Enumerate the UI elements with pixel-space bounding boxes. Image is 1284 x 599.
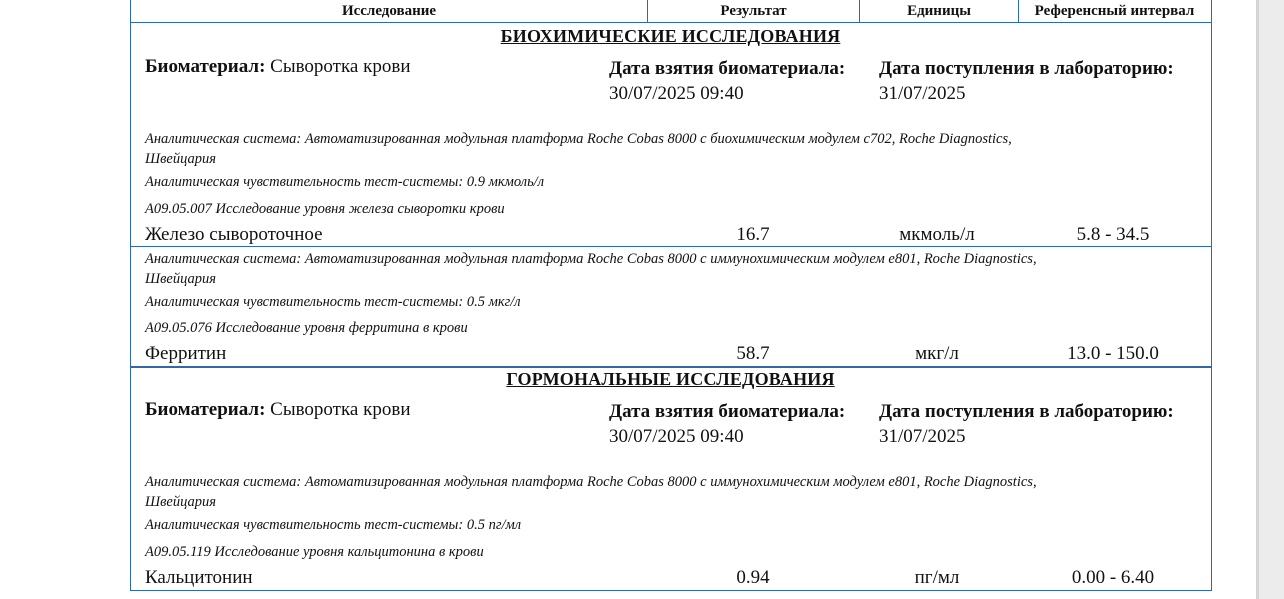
- sensitivity-text: Аналитическая чувствительность тест-системы: 0.9 мкмоль/л: [145, 174, 545, 190]
- test-result: 58.7: [736, 343, 770, 364]
- section-title-hormonal: ГОРМОНАЛЬНЫЕ ИССЛЕДОВАНИЯ: [506, 369, 835, 389]
- sensitivity-text: Аналитическая чувствительность тест-системы: 0.5 пг/мл: [145, 517, 522, 533]
- test-reference: 5.8 - 34.5: [1076, 224, 1150, 245]
- analytical-system-text-cont: Швейцария: [145, 494, 217, 510]
- test-units: мкг/л: [915, 343, 959, 364]
- section-divider: [130, 366, 1211, 368]
- sensitivity-text: Аналитическая чувствительность тест-системы: 0.5 мкг/л: [145, 294, 521, 310]
- received-date-label: Дата поступления в лабораторию:: [879, 401, 1174, 422]
- header-units: Единицы: [907, 3, 971, 19]
- collection-date-value: 30/07/2025 09:40: [609, 426, 744, 447]
- biomaterial-info: [145, 56, 411, 78]
- received-date-value: 31/07/2025: [879, 426, 966, 447]
- collection-date-block: [609, 399, 845, 449]
- biomaterial-info: [145, 399, 411, 421]
- analytical-system-text-cont: Швейцария: [145, 271, 217, 287]
- collection-date-value: 30/07/2025 09:40: [609, 83, 744, 104]
- biomaterial-value: Сыворотка крови: [270, 56, 411, 77]
- received-date-block: [879, 399, 1174, 449]
- collection-date-label: Дата взятия биоматериала:: [609, 401, 846, 422]
- test-units: мкмоль/л: [899, 224, 975, 245]
- test-name: Кальцитонин: [145, 567, 253, 588]
- page-edge-shadow: [1256, 0, 1259, 599]
- test-code: A09.05.007 Исследование уровня железа сыворотки крови: [145, 201, 505, 217]
- analytical-system-text: Аналитическая система: Автоматизированная модульная платформа Roche Cobas 8000 с биохимическим модулем c702, Roche Diagnostics,: [145, 131, 1012, 147]
- row-divider: [130, 246, 1211, 247]
- test-name: Ферритин: [145, 343, 227, 364]
- test-name: Железо сывороточное: [145, 224, 323, 245]
- header-result: Результат: [720, 3, 787, 19]
- header-study: Исследование: [341, 3, 437, 19]
- received-date-value: 31/07/2025: [879, 83, 966, 104]
- biomaterial-label: Биоматериал:: [145, 56, 266, 77]
- biomaterial-label: Биоматериал:: [145, 399, 266, 420]
- biomaterial-value: Сыворотка крови: [270, 399, 411, 420]
- test-result: 16.7: [736, 224, 770, 245]
- section-title-biochemistry: БИОХИМИЧЕСКИЕ ИССЛЕДОВАНИЯ: [500, 26, 841, 46]
- analytical-system-text: Аналитическая система: Автоматизированная модульная платформа Roche Cobas 8000 с иммунохимическим модулем e801, Roche Diagnostics,: [145, 251, 1037, 267]
- received-date-label: Дата поступления в лабораторию:: [879, 58, 1174, 79]
- collection-date-label: Дата взятия биоматериала:: [609, 58, 846, 79]
- test-reference: 0.00 - 6.40: [1071, 567, 1155, 588]
- collection-date-block: [609, 56, 845, 106]
- header-divider: [130, 22, 1211, 23]
- header-reference-interval: Референсный интервал: [1034, 3, 1195, 19]
- received-date-block: [879, 56, 1174, 106]
- analytical-system-text-cont: Швейцария: [145, 151, 217, 167]
- test-result: 0.94: [736, 567, 770, 588]
- test-units: пг/мл: [914, 567, 960, 588]
- test-reference: 13.0 - 150.0: [1067, 343, 1159, 364]
- test-code: A09.05.119 Исследование уровня кальцитонина в крови: [145, 544, 484, 560]
- analytical-system-text: Аналитическая система: Автоматизированная модульная платформа Roche Cobas 8000 с иммунохимическим модулем e801, Roche Diagnostics,: [145, 474, 1037, 490]
- test-code: A09.05.076 Исследование уровня ферритина в крови: [145, 320, 468, 336]
